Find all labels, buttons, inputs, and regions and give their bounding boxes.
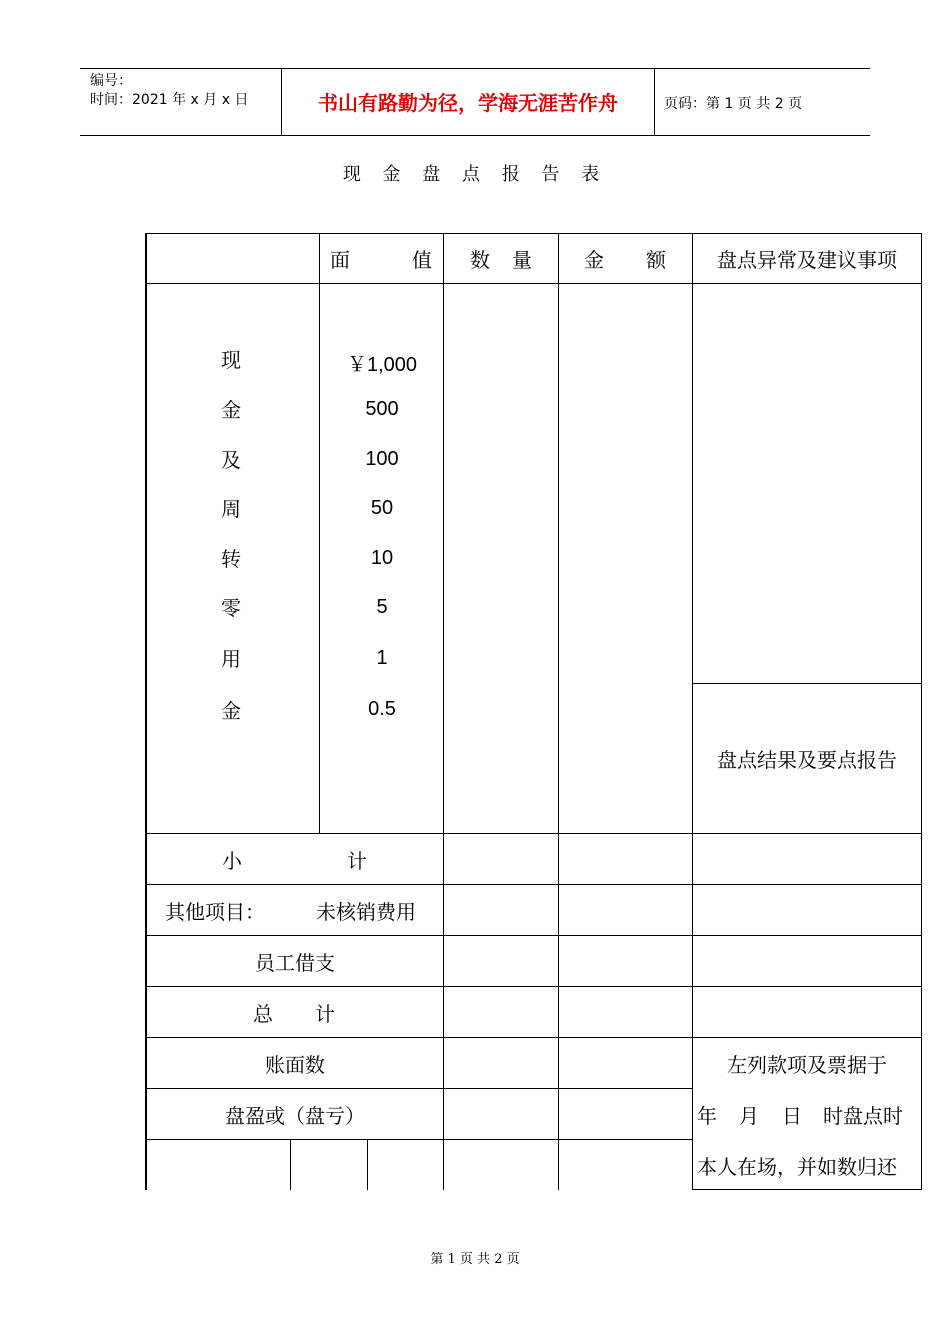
table-rule xyxy=(145,884,922,885)
total-label-b: 计 xyxy=(315,1002,335,1026)
note-line-1: 左列款项及票据于 xyxy=(727,1053,887,1077)
table-rule xyxy=(145,1037,922,1038)
note-month: 月 xyxy=(739,1104,759,1128)
subtotal-label-b: 计 xyxy=(347,849,367,873)
category-char: 金 xyxy=(221,699,241,723)
table-col-rule xyxy=(290,1139,291,1190)
table-rule xyxy=(145,283,922,284)
table-col-rule xyxy=(319,233,320,833)
col-header-amount-a: 金 xyxy=(584,248,604,272)
footer-page-number: 第 1 页 共 2 页 xyxy=(430,1252,520,1267)
category-char: 及 xyxy=(221,448,241,472)
header-bottom-rule xyxy=(80,135,870,136)
denomination: 5 xyxy=(376,596,388,618)
subtotal-label-a: 小 xyxy=(222,849,242,873)
surplus-deficit-label: 盘盈或（盘亏） xyxy=(225,1104,365,1128)
category-char: 用 xyxy=(221,647,241,671)
note-year: 年 xyxy=(697,1104,717,1128)
table-rule xyxy=(693,1189,922,1190)
table-rule xyxy=(145,1088,693,1089)
denomination: 10 xyxy=(370,547,394,569)
table-col-rule xyxy=(692,233,693,1190)
category-char: 金 xyxy=(221,398,241,422)
col-header-amount-b: 额 xyxy=(646,248,666,272)
denomination: 1 xyxy=(376,647,388,669)
book-amount-label: 账面数 xyxy=(265,1053,325,1077)
table-rule xyxy=(145,1139,693,1140)
table-rule xyxy=(145,233,922,234)
serial-label: 编号： xyxy=(90,73,132,89)
col-header-anomaly: 盘点异常及建议事项 xyxy=(717,248,897,272)
result-label: 盘点结果及要点报告 xyxy=(717,748,897,772)
table-rule xyxy=(693,683,922,684)
col-header-face-value-b: 值 xyxy=(412,248,432,272)
date-label: 时间：2021 年 x 月 x 日 xyxy=(90,92,249,108)
header-top-rule xyxy=(80,68,870,69)
col-header-face-value-a: 面 xyxy=(330,248,350,272)
motto: 书山有路勤为径，学海无涯苦作舟 xyxy=(318,91,618,115)
other-items-label: 其他项目： xyxy=(165,900,265,924)
table-rule xyxy=(145,986,922,987)
unverified-expenses-label: 未核销费用 xyxy=(316,900,416,924)
denomination: 50 xyxy=(370,497,394,519)
table-col-rule xyxy=(443,233,444,1190)
table-col-rule xyxy=(558,233,559,1190)
denomination: ￥1,000 xyxy=(346,354,418,376)
page-number-label: 页码：第 1 页 共 2 页 xyxy=(664,96,803,112)
header-divider-right xyxy=(654,68,655,136)
category-char: 现 xyxy=(221,348,241,372)
note-time-rest: 时盘点时 xyxy=(823,1104,903,1128)
category-char: 零 xyxy=(221,596,241,620)
denomination: 500 xyxy=(365,398,399,420)
denomination: 0.5 xyxy=(368,698,396,720)
col-header-quantity-b: 量 xyxy=(512,248,532,272)
employee-advance-label: 员工借支 xyxy=(255,951,335,975)
denomination: 100 xyxy=(365,448,399,470)
table-right-border xyxy=(921,233,922,1190)
table-col-rule xyxy=(367,1139,368,1190)
table-rule xyxy=(145,935,922,936)
note-line-3: 本人在场，并如数归还 xyxy=(697,1155,897,1179)
table-left-border xyxy=(145,233,147,1190)
note-day: 日 xyxy=(782,1104,802,1128)
table-rule xyxy=(145,833,922,834)
page-title: 现 金 盘 点 报 告 表 xyxy=(342,164,608,185)
total-label-a: 总 xyxy=(253,1002,273,1026)
category-char: 周 xyxy=(221,497,241,521)
category-char: 转 xyxy=(221,547,241,571)
col-header-quantity-a: 数 xyxy=(470,248,490,272)
